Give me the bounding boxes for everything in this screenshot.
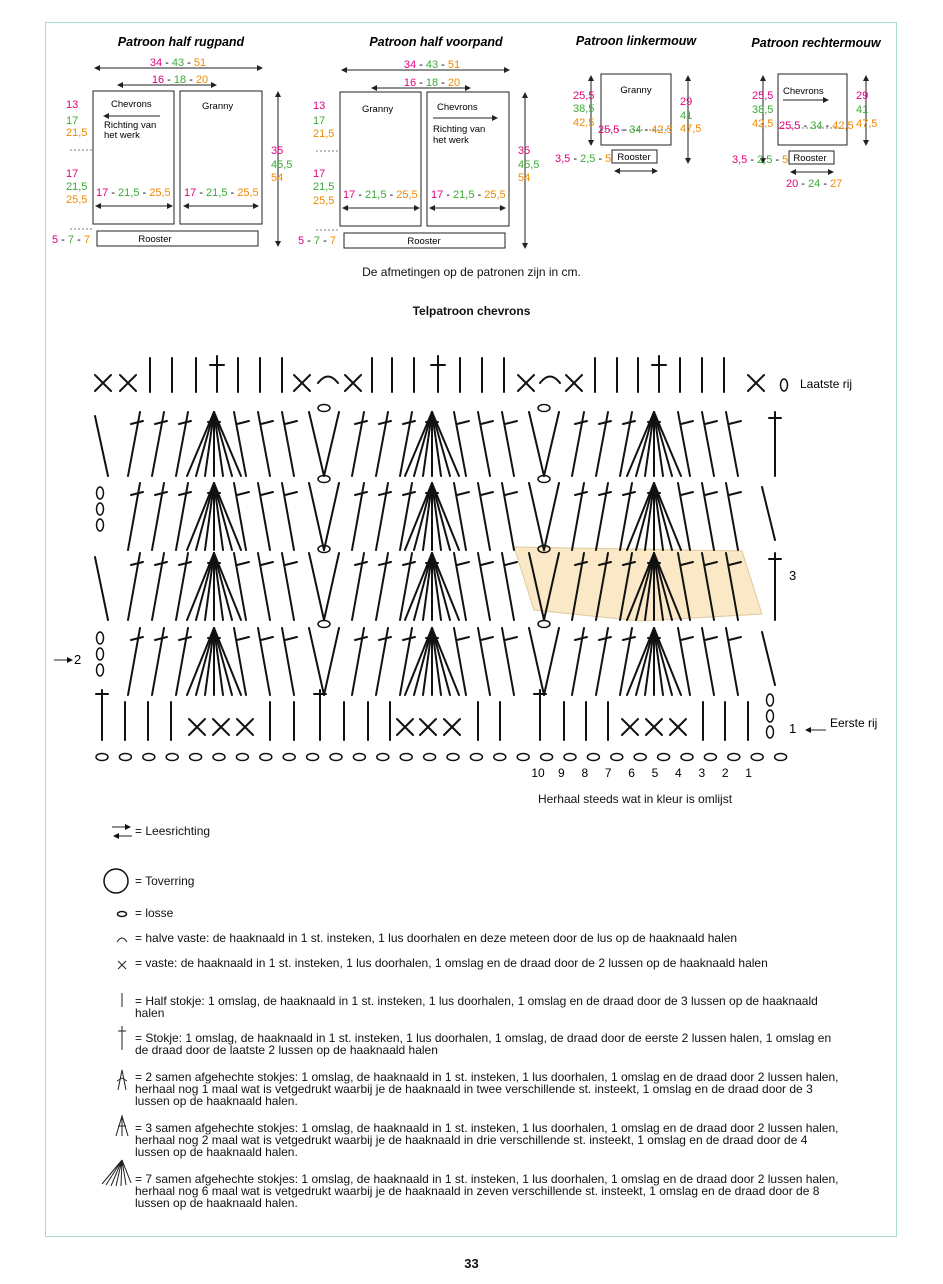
- legend-dc3tog: = 3 samen afgehechte stokjes: 1 omslag, de haaknaald in 1 st. insteken, 1 lus doorhalen, 1 omslag en de draad door 2 lussen halen, herhaal nog 2 maal wat is vetgedrukt waarbij je de haaknaald in drie verschillende st. insteekt, 1 omslag en de draad door de 4 lussen op de haaknaald halen.: [135, 1121, 839, 1159]
- svg-text:29: 29: [680, 96, 693, 108]
- legend-half-double: = Half stokje: 1 omslag, de haaknaald in 1 st. insteken, 1 lus doorhalen, 1 omslag en de draad door de 3 lussen op de haaknaald halen: [135, 994, 818, 1020]
- svg-text:Richting van: Richting van: [433, 124, 486, 135]
- svg-text:42,5: 42,5: [573, 117, 595, 129]
- svg-text:17 - 21,5 - 25,5: 17 - 21,5 - 25,5: [184, 187, 259, 199]
- svg-text:Rooster: Rooster: [138, 234, 172, 245]
- dc2tog-icon: [117, 1070, 127, 1090]
- svg-text:47,5: 47,5: [680, 123, 702, 135]
- svg-text:38,5: 38,5: [752, 104, 774, 116]
- legend-reading-direction: = Leesrichting: [135, 824, 211, 838]
- svg-text:29: 29: [856, 90, 869, 102]
- svg-text:Richting van: Richting van: [104, 120, 157, 131]
- pattern-back-title: Patroon half rugpand: [117, 35, 245, 49]
- svg-text:41: 41: [856, 104, 869, 116]
- svg-text:3,5 - 2,5 - 5: 3,5 - 2,5 - 5: [732, 154, 789, 166]
- back-width-dim: 34 - 43 - 51: [149, 57, 207, 69]
- svg-text:17 - 21,5 - 25,5: 17 - 21,5 - 25,5: [343, 189, 418, 201]
- row-number-3: 3: [789, 568, 797, 583]
- svg-text:21,5: 21,5: [66, 127, 88, 139]
- last-row-label: Laatste rij: [800, 377, 853, 391]
- legend-slip-stitch: = halve vaste: de haaknaald in 1 st. insteken, 1 lus doorhalen en deze meteen door de lus op de haaknaald halen: [135, 931, 738, 945]
- svg-text:het werk: het werk: [433, 135, 469, 146]
- chart-title: Telpatroon chevrons: [412, 304, 531, 318]
- svg-text:13: 13: [313, 100, 326, 112]
- legend-dc7tog: = 7 samen afgehechte stokjes: 1 omslag, de haaknaald in 1 st. insteken, 1 lus doorhalen, 1 omslag en de draad door 2 lussen halen, herhaal nog 6 maal wat is vetgedrukt waarbij je de haaknaald in zeven verschillende st. insteekt, 1 omslag en de draad door de 8 lussen op de haaknaald halen.: [135, 1172, 839, 1210]
- stitch-count-1: 1: [745, 766, 752, 780]
- svg-text:3,5 - 2,5 - 5: 3,5 - 2,5 - 5: [555, 153, 612, 165]
- reading-direction-icon: [112, 827, 132, 836]
- stitch-count-5: 5: [651, 766, 659, 780]
- svg-text:5 - 7 - 7: 5 - 7 - 7: [52, 234, 90, 246]
- svg-text:17: 17: [66, 115, 79, 127]
- svg-text:17: 17: [313, 168, 326, 180]
- repeat-note: Herhaal steeds wat in kleur is omlijst: [537, 792, 733, 806]
- pattern-front-title: Patroon half voorpand: [369, 35, 503, 49]
- first-row-label: Eerste rij: [830, 716, 878, 730]
- row-number-2: 2: [74, 652, 82, 667]
- legend-double-crochet: = Stokje: 1 omslag, de haaknaald in 1 st. insteken, 1 lus doorhalen, 1 omslag, de draad door de eerste 2 lussen halen, 1 omslag en de draad door de laatste 2 lussen op de haaknaald halen: [135, 1031, 832, 1057]
- svg-text:Chevrons: Chevrons: [783, 86, 824, 97]
- svg-text:38,5: 38,5: [573, 103, 595, 115]
- svg-text:45,5: 45,5: [518, 159, 540, 171]
- magic-ring-icon: [104, 869, 128, 893]
- legend-single-crochet: = vaste: de haaknaald in 1 st. insteken, 1 lus doorhalen, 1 omslag en de draad door de 2 lussen op de haaknaald halen: [135, 956, 768, 970]
- svg-text:45,5: 45,5: [271, 159, 293, 171]
- svg-text:Granny: Granny: [202, 101, 234, 112]
- stitch-count-8: 8: [581, 766, 589, 780]
- legend-dc2tog: = 2 samen afgehechte stokjes: 1 omslag, de haaknaald in 1 st. insteken, 1 lus doorhalen, 1 omslag en de draad door 2 lussen halen, herhaal nog 1 maal wat is vetgedrukt waarbij je de haaknaald in twee verschillende st. insteekt, 1 omslag en de draad door de 3 lussen op de haaknaald halen.: [135, 1070, 839, 1108]
- svg-text:het werk: het werk: [104, 130, 140, 141]
- row-number-1: 1: [789, 721, 797, 736]
- legend-chain: = losse: [135, 906, 174, 920]
- svg-text:41: 41: [680, 110, 693, 122]
- pattern-left-sleeve-title: Patroon linkermouw: [575, 34, 697, 48]
- single-crochet-icon: [118, 961, 126, 969]
- svg-text:Rooster: Rooster: [793, 153, 827, 164]
- dc3tog-icon: [116, 1116, 128, 1136]
- svg-text:16 - 18 - 20: 16 - 18 - 20: [403, 77, 461, 89]
- svg-text:54: 54: [271, 172, 284, 184]
- svg-text:Chevrons: Chevrons: [437, 102, 478, 113]
- svg-text:17 - 21,5 - 25,5: 17 - 21,5 - 25,5: [96, 187, 171, 199]
- pattern-right-sleeve-title: Patroon rechtermouw: [751, 36, 881, 50]
- svg-text:Rooster: Rooster: [617, 152, 651, 163]
- svg-text:47,5: 47,5: [856, 118, 878, 130]
- svg-text:Chevrons: Chevrons: [111, 99, 152, 110]
- page-number: 33: [464, 1256, 479, 1271]
- double-crochet-icon: [118, 1026, 126, 1050]
- back-top-dim: 16 - 18 - 20: [151, 74, 209, 86]
- svg-text:17: 17: [313, 115, 326, 127]
- svg-text:21,5: 21,5: [313, 128, 335, 140]
- svg-text:42,5: 42,5: [752, 118, 774, 130]
- stitch-count-9: 9: [558, 766, 565, 780]
- svg-text:21,5: 21,5: [66, 181, 88, 193]
- dc7tog-icon: [102, 1160, 131, 1186]
- stitch-count-6: 6: [628, 766, 635, 780]
- legend-magic-ring: = Toverring: [135, 874, 195, 888]
- stitch-count-4: 4: [675, 766, 682, 780]
- svg-text:Granny: Granny: [620, 85, 652, 96]
- svg-text:35: 35: [271, 145, 284, 157]
- svg-text:Rooster: Rooster: [407, 236, 441, 247]
- svg-text:34 - 43 - 51: 34 - 43 - 51: [403, 59, 461, 71]
- svg-text:13: 13: [66, 99, 79, 111]
- stitch-count-3: 3: [698, 766, 706, 780]
- svg-text:54: 54: [518, 172, 531, 184]
- svg-text:35: 35: [518, 145, 531, 157]
- svg-text:Granny: Granny: [362, 104, 394, 115]
- svg-text:25,5: 25,5: [752, 90, 774, 102]
- stitch-count-2: 2: [721, 766, 729, 780]
- svg-text:25,5: 25,5: [66, 194, 88, 206]
- svg-text:25,5: 25,5: [313, 195, 335, 207]
- stitch-count-7: 7: [604, 766, 612, 780]
- svg-text:17 - 21,5 - 25,5: 17 - 21,5 - 25,5: [431, 189, 506, 201]
- chain-icon: [118, 912, 127, 917]
- svg-text:5 - 7 - 7: 5 - 7 - 7: [298, 235, 336, 247]
- svg-text:25,5 - 34 - 42,5: 25,5 - 34 - 42,5: [598, 124, 673, 136]
- measurements-caption: De afmetingen op de patronen zijn in cm.: [362, 265, 581, 279]
- stitch-count-10: 10: [531, 766, 545, 780]
- svg-text:20 - 24 - 27: 20 - 24 - 27: [786, 178, 843, 190]
- svg-text:25,5 - 34 - 42,5: 25,5 - 34 - 42,5: [779, 120, 854, 132]
- svg-text:21,5: 21,5: [313, 181, 335, 193]
- svg-text:25,5: 25,5: [573, 90, 595, 102]
- slip-stitch-icon: [117, 938, 127, 942]
- svg-text:17: 17: [66, 168, 79, 180]
